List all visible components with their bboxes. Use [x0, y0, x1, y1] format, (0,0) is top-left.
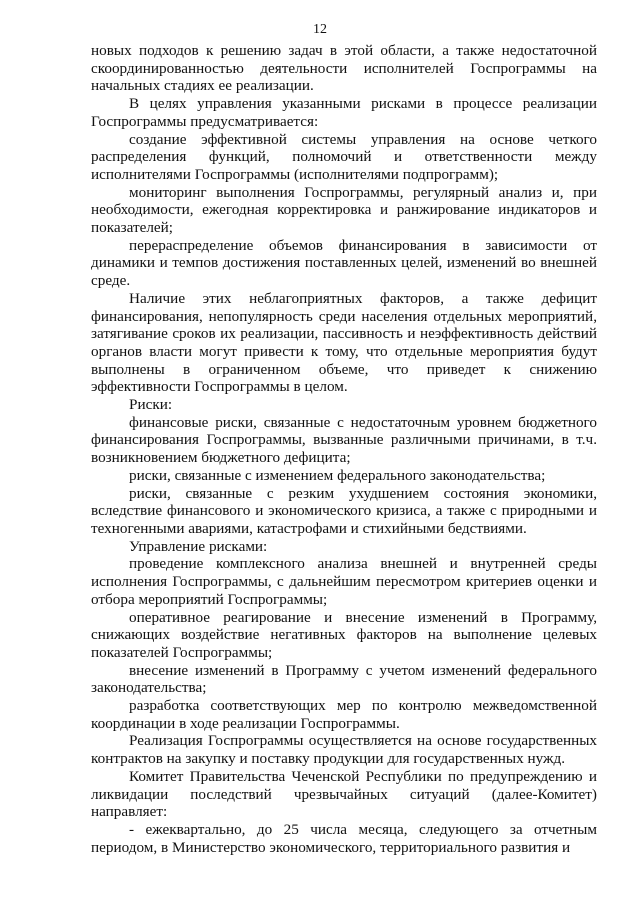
paragraph-program-changes: внесение изменений в Программу с учетом изменений федерального законодательства;: [91, 661, 597, 697]
paragraph-committee: Комитет Правительства Чеченской Республики по предупреждению и ликвидации последствий чрезвычайных ситуаций (далее-Комитет) направляет:: [91, 767, 597, 821]
paragraph-management-system: создание эффективной системы управления на основе четкого распределения функций, полномочий и ответственности между исполнителями Госпрограммы (исполнителями подпрограмм);: [91, 130, 597, 183]
paragraph-monitoring: мониторинг выполнения Госпрограммы, регулярный анализ и, при необходимости, ежегодная корректировка и ранжирование индикаторов и показателей;: [91, 183, 597, 237]
paragraph-risk-management-heading: Управление рисками:: [129, 537, 268, 555]
paragraph-economic-risks: риски, связанные с резким ухудшением состояния экономики, вследствие финансового и экономического кризиса, а также с природными и техногенными авариями, катастрофами и стихийными бедствиями.: [91, 484, 597, 537]
paragraph-unfavorable-factors: Наличие этих неблагоприятных факторов, а также дефицит финансирования, непопулярность среди населения отдельных мероприятий, затягивание сроков их реализации, пассивность и неэффективность действий органов власти могут привести к тому, что отдельные мероприятия будут выполнены в ограниченном объеме, что приведет к снижению эффективности Госпрограммы в целом.: [91, 289, 597, 396]
paragraph-operative-response: оперативное реагирование и внесение изменений в Программу, снижающих воздействие негативных факторов на выполнение целевых показателей Госпрограммы;: [91, 608, 597, 661]
page-number: 12: [313, 22, 327, 37]
paragraph-legislation-risks: риски, связанные с изменением федерального законодательства;: [129, 466, 546, 484]
document-body: [91, 42, 597, 856]
paragraph-risks-heading: Риски:: [129, 396, 173, 414]
paragraph-continuation: новых подходов к решению задач в этой области, а также недостаточной скоординированностью деятельности исполнителей Госпрограммы на начальных стадиях ее реализации.: [91, 42, 597, 95]
paragraph-implementation: Реализация Госпрограммы осуществляется на основе государственных контрактов на закупку и поставку продукции для государственных нужд.: [91, 732, 597, 768]
paragraph-risk-management-intro: В целях управления указанными рисками в процессе реализации Госпрограммы предусматривается:: [91, 95, 597, 130]
paragraph-coordination-measures: разработка соответствующих мер по контролю межведомственной координации в ходе реализации Госпрограммы.: [91, 697, 597, 732]
paragraph-redistribution: перераспределение объемов финансирования в зависимости от динамики и темпов достижения поставленных целей, изменений во внешней среде.: [91, 236, 597, 290]
paragraph-complex-analysis: проведение комплексного анализа внешней и внутренней среды исполнения Госпрограммы, с дальнейшим пересмотром критериев оценки и отбора мероприятий Госпрограммы;: [91, 555, 597, 608]
paragraph-financial-risks: финансовые риски, связанные с недостаточным уровнем бюджетного финансирования Госпрограммы, вызванные различными причинами, в т.ч. возникновением бюджетного дефицита;: [91, 413, 597, 467]
paragraph-quarterly-reporting: - ежеквартально, до 25 числа месяца, следующего за отчетным периодом, в Министерство экономического, территориального развития и: [91, 820, 597, 856]
